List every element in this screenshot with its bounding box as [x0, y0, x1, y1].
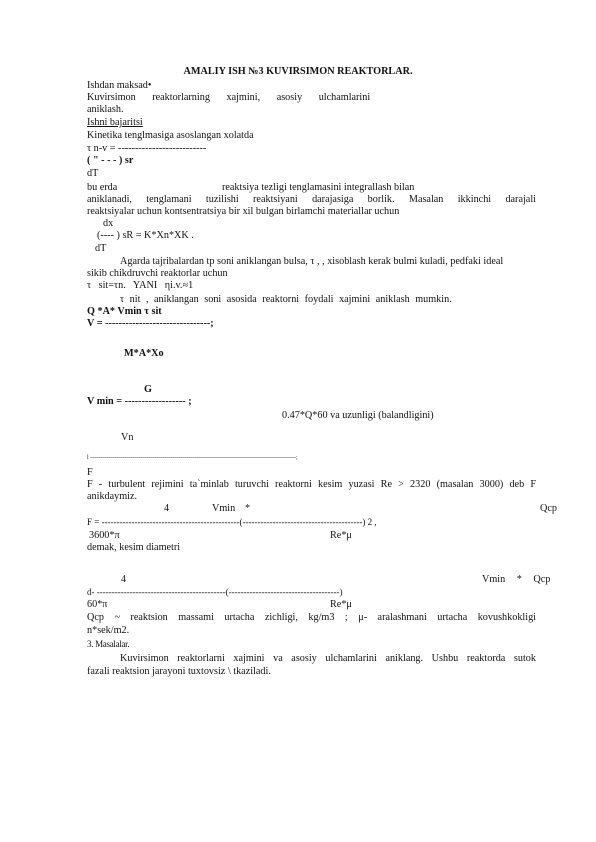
formula-line: dT [95, 243, 107, 254]
formula-line: (---- ) sR = K*Xn*XK . [97, 230, 194, 241]
formula-line: F [87, 467, 93, 478]
page-title: AMALIY ISH №3 KUVIRSIMON REAKTORLAR. [183, 66, 413, 77]
text-line: demak, kesim diametri [87, 542, 181, 553]
text-line: fazali reaktsion jarayoni tuxtovsiz \ tkaziladi. [87, 666, 271, 677]
text-line: Ishdan maksad• [87, 80, 152, 91]
text-line: Ishni bajaritsi [87, 117, 143, 128]
text-line: τ nit , aniklangan soni asosida reaktorni foydali xajmini aniklash mumkin. [120, 294, 452, 305]
formula-line: ( " - - - ) sr [87, 155, 134, 166]
formula-part: * [245, 503, 251, 514]
text-line: 0.47*Q*60 va uzunligi (balandligini) [282, 410, 434, 421]
formula-part: 60*π [87, 599, 108, 610]
formula-part: 3600*π [89, 530, 120, 541]
formula-line: dT [87, 168, 99, 179]
text-line: anikdaymiz. [87, 491, 138, 502]
text-line: Kuvirsimon reaktorlarni xajmini va asosiy ulchamlarini aniklang. Ushbu reaktorda sutok [120, 653, 536, 664]
formula-part: 4 [121, 574, 127, 585]
formula-part: Re*μ [330, 530, 352, 541]
formula-part: Vmin * Qcp [482, 574, 551, 585]
formula-line: l -------------------------------------------------------------------------------------------------------; [87, 455, 298, 461]
formula-line: V = -------------------------------; [87, 318, 214, 329]
text-line: n*sek/m2. [87, 625, 130, 636]
formula-line: τ n-v = -------------------------- [87, 143, 207, 154]
text-line: Agarda tajribalardan tp soni aniklangan bulsa, τ , , xisoblash kerak bulmi kuladi, pedfaki ideal [120, 256, 504, 267]
text-line: Kuvirsimon reaktorlarning xajmini, asosiy ulchamlarini [87, 92, 371, 103]
formula-line: dx [103, 218, 114, 229]
text-line: bu erda [87, 182, 118, 193]
formula-line: τ sit=τn. YANI ηi.v.≈1 [87, 280, 194, 291]
text-line: reaktsiyalar uchun kontsentratsiya bir xil bulgan birlamchi materiallar uchun [87, 206, 400, 217]
formula-line: V min = ------------------ ; [87, 396, 192, 407]
formula-line: M*A*Xo [124, 348, 164, 359]
formula-part: Re*μ [330, 599, 352, 610]
text-line: F - turbulent rejimini ta`minlab turuvchi reaktorni kesim yuzasi Re > 2320 (masalan 3000) deb F [87, 479, 536, 490]
formula-part: Vmin [212, 503, 236, 514]
formula-line: d- -------------------------------------------(-------------------------------------) [87, 587, 343, 597]
section-heading: 3. Masalalar. [87, 639, 130, 649]
formula-part: 4 [164, 503, 170, 514]
text-line: Kinetika tenglmasiga asoslangan xolatda [87, 130, 254, 141]
formula-line: Q *A* Vmin τ sit [87, 306, 162, 317]
text-line: sikib chikdruvchi reaktorlar uchun [87, 268, 228, 279]
formula-line: F = ----------------------------------------------(----------------------------------------) 2 , [87, 517, 377, 527]
text-line: Qcp ~ reaktsion massami urtacha zichligi, kg/m3 ; μ- aralashmani urtacha kovushkokligi [87, 612, 536, 623]
text-line: aniklash. [87, 104, 124, 115]
formula-line: G [144, 384, 152, 395]
text-line: aniklanadi, tenglamani tuzilishi reaktsiyani darajasiga borlik. Masalan ikkinchi darajali [87, 194, 536, 205]
formula-line: Vn [121, 432, 134, 443]
text-line: reaktsiya tezligi tenglamasini integrallash bilan [222, 182, 415, 193]
